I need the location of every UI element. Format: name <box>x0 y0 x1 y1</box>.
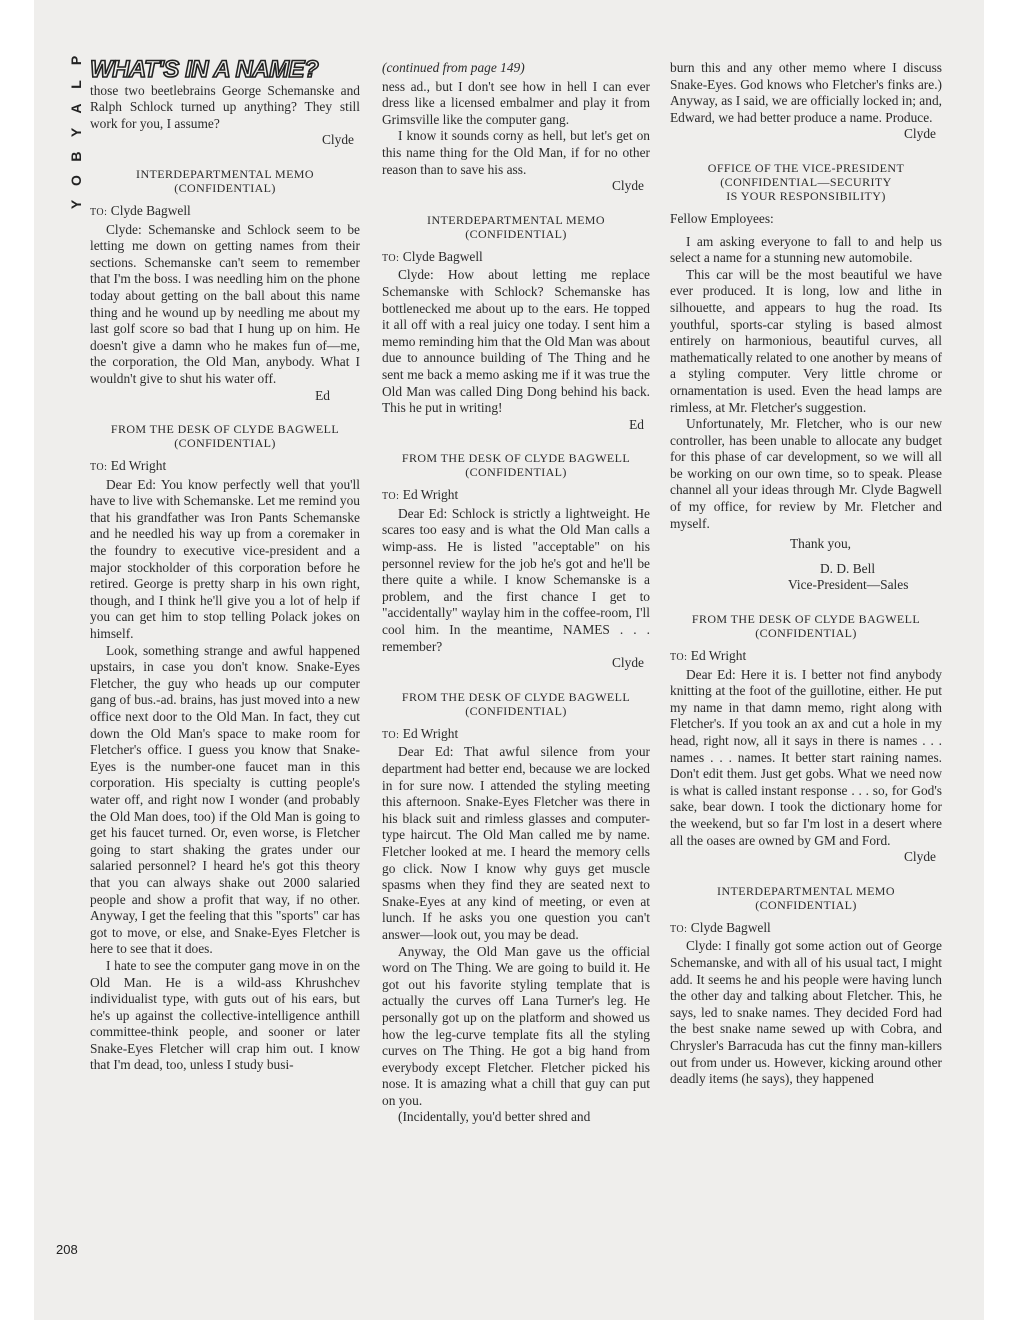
masthead-letter: Y <box>68 126 84 138</box>
memo-heading: OFFICE OF THE VICE-PRESIDENT (CONFIDENTIAL—SECURITY IS YOUR RESPONSIBILITY) <box>707 160 905 203</box>
signature: Clyde <box>612 178 644 194</box>
closing: Thank you, <box>790 536 851 552</box>
paragraph: This car will be the most beautiful we have ever produced. It is long, low and lithe in silhouette, and appears to hug the road. Its youthful, sports-car styling is based almost entirely on harmonious, beautiful curves, all mathematically related to one another by means of a styling computer. Very little chrome or ornamentation is used. Even the head lamps are rimless, at Mr. Fletcher's suggestion. <box>670 266 942 415</box>
salutation: Fellow Employees: <box>670 210 774 226</box>
memo-recipient: TO: Ed Wright <box>90 458 167 474</box>
memo-heading: FROM THE DESK OF CLYDE BAGWELL (CONFIDENTIAL) <box>401 451 631 480</box>
memo-heading: INTERDEPARTMENTAL MEMO (CONFIDENTIAL) <box>136 166 314 195</box>
signature: Clyde <box>904 849 936 865</box>
signature: Clyde <box>612 655 644 671</box>
paragraph: ness ad., but I don't see how in hell I can ever dress like a licensed embalmer and play it from Grimsville like the computer gang. <box>382 78 650 127</box>
paragraph: I hate to see the computer gang move in on the Old Man. He is a wild-ass Khrushchev individualist type, with guts out of his ears, but he's up against the collective-intelligence anthill committee-think people, and sooner or later Snake-Eyes Fletcher will crap him out. I know that I'm dead, too, unless I study busi- <box>90 957 360 1073</box>
paragraph: Look, something strange and awful happened upstairs, in case you don't know. Snake-Eyes Fletcher, the guy who heads up our computer gang of bus.-ad. brains, has just moved into a new office next door to the Old Man. In fact, they cut down the Old Man's space to make room for Fletcher's office. I guess you know that Snake-Eyes is the number-one faucet man in this corporation. His specialty is cutting people's water off, and right now I wonder (and probably the Old Man does, too) if the Old Man is going to get his faucet turned. Or, even worse, is Fletcher going to start shaking the grates under our salaried personnel? I heard he's got this theory that you can always shake out 2000 salaried people and show a profit that way, if no other. Anyway, I get the feeling that this "sports" car has got to move, or else, and Snake-Eyes Fletcher is here to see that it does. <box>90 642 360 957</box>
paragraph: Dear Ed: Schlock is strictly a lightweight. He scares too easy and is what the Old Man calls a wimp-ass. He is listed "acceptable" on his personnel review for the job he's got and he'll be there quite a while. I know Schemanske is a problem, and the first chance I get to "accidentally" waylay him in the coffee-room, I'll cool him. In the meantime, NAMES . . . remember? <box>382 505 650 654</box>
memo-recipient: TO: Ed Wright <box>382 725 459 741</box>
column-3 <box>670 60 942 1088</box>
paragraph: (Incidentally, you'd better shred and <box>398 1109 591 1125</box>
memo-recipient: TO: Clyde Bagwell <box>90 202 191 218</box>
masthead-letter: A <box>68 102 84 114</box>
paragraph: Anyway, the Old Man gave us the official word on The Thing. We are going to build it. He got out his favorite styling template that is actually the curves off Lana Turner's leg. He personally got up on the platform and showed us how the leg-curve template fits all the styling curves on The Thing. He got a big hand from everybody except Fletcher. Fletcher picked his nose. It is amazing what a chill that guy can put on you. <box>382 943 650 1108</box>
article-title: WHAT'S IN A NAME? <box>90 56 319 83</box>
paragraph: Dear Ed: That awful silence from your department had better end, because we are locked in for sure now. I attended the styling meeting this afternoon. Snake-Eyes Fletcher was there in his black suit and rimless glasses and computer-type haircut. The Old Man called me by name. Fletcher looked at me. I heard the memory cells go click. Now I know why guys get muscle spasms when they find they are seated next to Snake-Eyes at any kind of meeting, or even at lunch. If he asks you one question you can't answer—look out, you may be dead. <box>382 744 650 942</box>
memo-heading: FROM THE DESK OF CLYDE BAGWELL (CONFIDENTIAL) <box>401 689 631 718</box>
signer-name: D. D. Bell <box>820 560 876 576</box>
paragraph: burn this and any other memo where I discuss Snake-Eyes. God knows who Fletcher's finks are.) Anyway, as I said, we are officially locked in; and, Edward, we had better produce a name. Produce. <box>670 60 942 125</box>
masthead-letter: O <box>68 174 84 186</box>
memo-recipient: TO: Clyde Bagwell <box>670 919 771 935</box>
memo-recipient: TO: Ed Wright <box>670 648 747 664</box>
memo-heading: FROM THE DESK OF CLYDE BAGWELL (CONFIDENTIAL) <box>110 422 340 451</box>
signature: Clyde <box>904 126 936 142</box>
signer-title: Vice-President—Sales <box>788 577 909 593</box>
signature: Ed <box>315 387 330 403</box>
memo-heading: INTERDEPARTMENTAL MEMO (CONFIDENTIAL) <box>717 883 895 912</box>
memo-heading: INTERDEPARTMENTAL MEMO (CONFIDENTIAL) <box>427 212 605 241</box>
paragraph: those two beetlebrains George Schemanske and Ralph Schlock turned up anything? They still work for you, I assume? <box>90 82 360 131</box>
column-1 <box>90 56 360 1074</box>
paragraph: Clyde: How about letting me replace Schemanske with Schlock? Schemanske has bottlenecked me about up to the ears. He topped it all off with a real juicy one today. I sent him a memo reminding him that the Old Man was about due to announce building of The Thing and he sent me back a memo asking me if it was true the Old Man was called Ding Dong behind his back. This he put in writing! <box>382 267 650 416</box>
column-2 <box>382 60 650 1126</box>
memo-recipient: TO: Clyde Bagwell <box>382 248 483 264</box>
masthead-letter: P <box>68 54 84 66</box>
paragraph: Clyde: I finally got some action out of George Schemanske, and with all of his usual tact, I might add. It seems he and his people were having lunch the other day and talking about Fletcher. This, he says, led to snake names. They decided Ford had the best snake name sewed up with Cobra, and Chrysler's Barracuda has cut the finny man-killers out from under us. However, kicking around other deadly items (he says), they happened <box>670 938 942 1087</box>
paragraph: I am asking everyone to fall to and help us select a name for a stunning new automobile. <box>670 233 942 266</box>
masthead-letter: L <box>68 79 84 89</box>
memo-heading: FROM THE DESK OF CLYDE BAGWELL (CONFIDENTIAL) <box>691 612 921 641</box>
paragraph: Dear Ed: You know perfectly well that you'll have to live with Schemanske. Let me remind you that his grandfather was Iron Pants Schemanske and he needled his way up from a coremaker in the foundry to executive vice-president and a major stockholder of this corporation before he retired. George is pretty sharp in his own right, though, and I think he'll give you a lot of help if you can get him to stop telling Polack jokes on himself. <box>90 476 360 642</box>
signature: Clyde <box>322 132 354 148</box>
masthead-letter: B <box>68 150 84 162</box>
signature: Ed <box>629 416 644 432</box>
paragraph: Unfortunately, Mr. Fletcher, who is our new controller, has been unable to allocate any budget for this phase of car development, so we will all be working on our own time, so to speak. Please channel all your ideas through Mr. Clyde Bagwell of my office, for review by Mr. Fletcher and myself. <box>670 416 942 531</box>
continued-note: (continued from page 149) <box>382 60 525 75</box>
page-number: 208 <box>56 1242 78 1257</box>
paragraph: I know it sounds corny as hell, but let's get on this name thing for the Old Man, if for no other reason than to save his ass. <box>382 128 650 177</box>
masthead-letter: Y <box>68 198 84 210</box>
paragraph: Clyde: Schemanske and Schlock seem to be letting me down on getting names from their sections. Schemanske can't seem to remember that I'm the boss. I was needling him on the phone today about getting on the ball about this name thing and he wound up by needling me about my last golf score so bad that I hung up on him. He doesn't give a damn who he makes fun of—me, the corporation, the Old Man, anybody. What I wouldn't give to shut his water off. <box>90 221 360 386</box>
memo-recipient: TO: Ed Wright <box>382 487 459 503</box>
paragraph: Dear Ed: Here it is. I better not find anybody knitting at the foot of the guillotine, either. He put my name in that damn memo, right along with Fletcher's. If you took an ax and cut a hole in my head, right now, all it says in there is names . . . names . . . names. It better start raining names. Don't edit them. Just get gobs. What we need now is what is called instant response . . . so, for God's sake, bear down. I took the dictionary home for the weekend, but so far I'm lost in a desert where all the oases are owned by GM and Ford. <box>670 666 942 848</box>
